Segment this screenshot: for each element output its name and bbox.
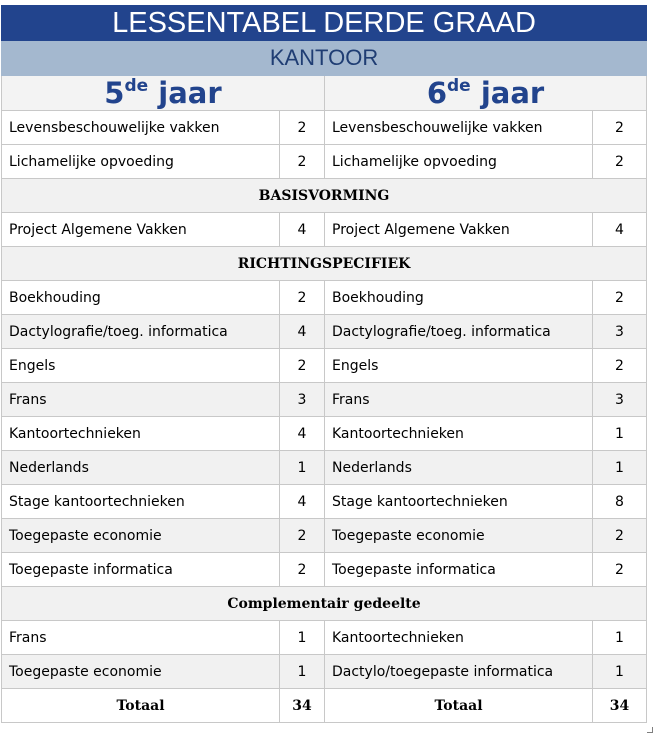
hours-6: 8 — [593, 485, 647, 519]
hours-6: 2 — [593, 519, 647, 553]
hours-5: 2 — [280, 349, 325, 383]
year-5-header: 5de jaar — [2, 76, 325, 111]
table-row — [2, 213, 647, 247]
hours-6: 1 — [593, 451, 647, 485]
page-title: LESSENTABEL DERDE GRAAD — [2, 6, 647, 41]
subject-6: Dactylo/toegepaste informatica — [325, 655, 593, 689]
subject-6: Boekhouding — [325, 281, 593, 315]
subject-6: Project Algemene Vakken — [325, 213, 593, 247]
table-row — [2, 485, 647, 519]
table-row — [2, 145, 647, 179]
section-row — [2, 247, 647, 281]
subject-6: Nederlands — [325, 451, 593, 485]
table-row — [2, 451, 647, 485]
subject-5: Stage kantoortechnieken — [2, 485, 280, 519]
subject-5: Kantoortechnieken — [2, 417, 280, 451]
hours-5: 1 — [280, 655, 325, 689]
hours-5: 2 — [280, 281, 325, 315]
subject-5: Boekhouding — [2, 281, 280, 315]
subtitle-row — [2, 41, 647, 76]
page-subtitle: KANTOOR — [2, 41, 647, 76]
subject-5: Toegepaste economie — [2, 655, 280, 689]
subject-6: Levensbeschouwelijke vakken — [325, 111, 593, 145]
total-row — [2, 689, 647, 723]
hours-6: 1 — [593, 621, 647, 655]
subject-5: Project Algemene Vakken — [2, 213, 280, 247]
hours-5: 4 — [280, 485, 325, 519]
hours-6: 4 — [593, 213, 647, 247]
hours-6: 2 — [593, 145, 647, 179]
year-header-row — [2, 76, 647, 111]
table-row — [2, 655, 647, 689]
total-hours-6: 34 — [593, 689, 647, 723]
hours-6: 3 — [593, 315, 647, 349]
table-row — [2, 315, 647, 349]
section-title-basisvorming: BASISVORMING — [2, 179, 647, 213]
subject-6: Stage kantoortechnieken — [325, 485, 593, 519]
hours-5: 2 — [280, 519, 325, 553]
total-hours-5: 34 — [280, 689, 325, 723]
subject-6: Engels — [325, 349, 593, 383]
hours-5: 2 — [280, 553, 325, 587]
subject-5: Frans — [2, 621, 280, 655]
subject-6: Toegepaste informatica — [325, 553, 593, 587]
subject-6: Kantoortechnieken — [325, 417, 593, 451]
hours-6: 1 — [593, 417, 647, 451]
hours-5: 2 — [280, 111, 325, 145]
lessentabel-sheet — [1, 5, 646, 723]
resize-handle[interactable] — [647, 727, 653, 733]
subject-6: Kantoortechnieken — [325, 621, 593, 655]
subject-5: Levensbeschouwelijke vakken — [2, 111, 280, 145]
subject-5: Frans — [2, 383, 280, 417]
hours-6: 1 — [593, 655, 647, 689]
table-row — [2, 417, 647, 451]
section-row — [2, 587, 647, 621]
hours-6: 2 — [593, 349, 647, 383]
subject-5: Nederlands — [2, 451, 280, 485]
hours-5: 4 — [280, 213, 325, 247]
year-6-header: 6de jaar — [325, 76, 647, 111]
table-row — [2, 349, 647, 383]
hours-5: 1 — [280, 621, 325, 655]
section-row — [2, 179, 647, 213]
subject-5: Toegepaste informatica — [2, 553, 280, 587]
title-row — [2, 6, 647, 41]
subject-5: Engels — [2, 349, 280, 383]
subject-5: Lichamelijke opvoeding — [2, 145, 280, 179]
hours-6: 2 — [593, 553, 647, 587]
hours-6: 3 — [593, 383, 647, 417]
hours-5: 4 — [280, 417, 325, 451]
hours-6: 2 — [593, 281, 647, 315]
hours-5: 3 — [280, 383, 325, 417]
subject-5: Dactylografie/toeg. informatica — [2, 315, 280, 349]
subject-6: Dactylografie/toeg. informatica — [325, 315, 593, 349]
table-row — [2, 519, 647, 553]
table-row — [2, 553, 647, 587]
subject-6: Toegepaste economie — [325, 519, 593, 553]
total-label-5: Totaal — [2, 689, 280, 723]
hours-5: 2 — [280, 145, 325, 179]
hours-5: 1 — [280, 451, 325, 485]
table-row — [2, 111, 647, 145]
table-row — [2, 383, 647, 417]
section-title-richtingspecifiek: RICHTINGSPECIFIEK — [2, 247, 647, 281]
subject-6: Lichamelijke opvoeding — [325, 145, 593, 179]
table-row — [2, 281, 647, 315]
subject-5: Toegepaste economie — [2, 519, 280, 553]
total-label-6: Totaal — [325, 689, 593, 723]
hours-6: 2 — [593, 111, 647, 145]
hours-5: 4 — [280, 315, 325, 349]
section-title-complementair: Complementair gedeelte — [2, 587, 647, 621]
lessentabel-table — [1, 5, 647, 723]
subject-6: Frans — [325, 383, 593, 417]
table-row — [2, 621, 647, 655]
